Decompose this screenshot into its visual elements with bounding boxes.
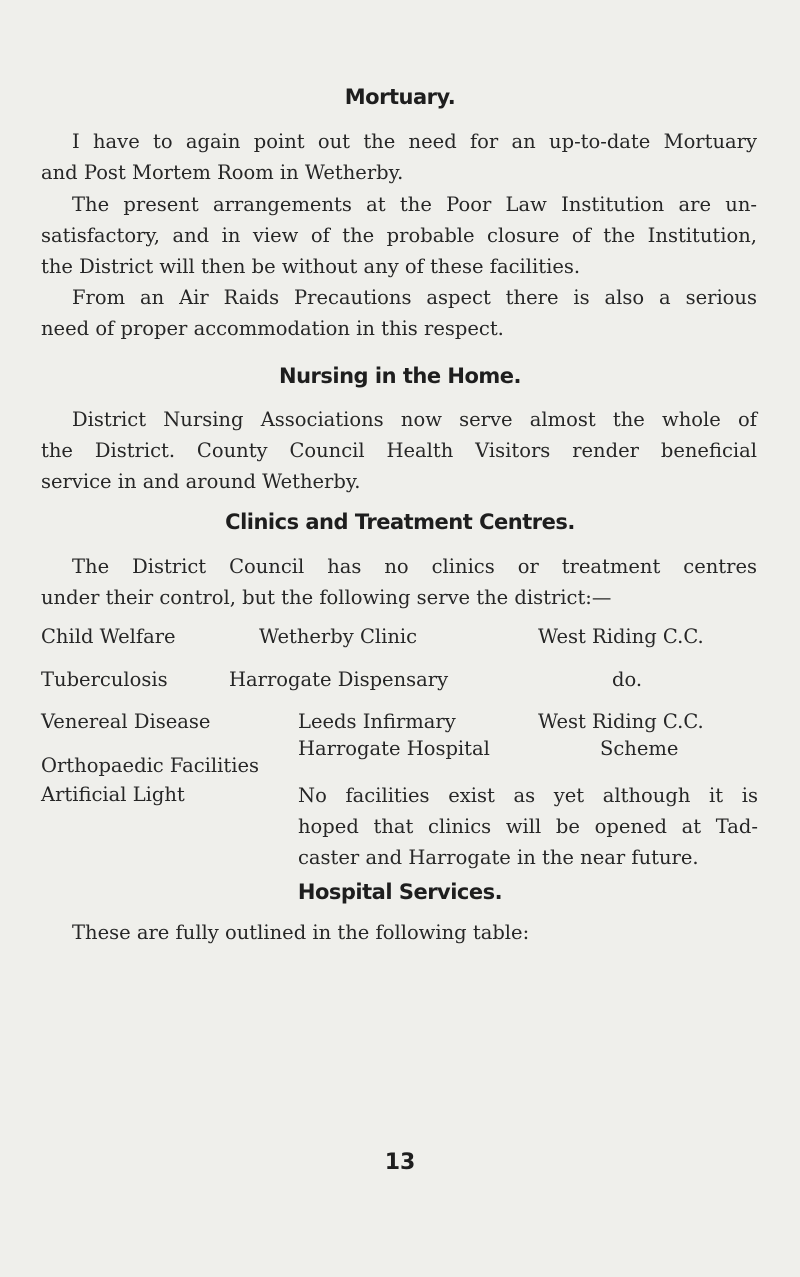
text-line: satisfactory, and in view of the probable closure of the Institution, — [41, 224, 757, 247]
mortuary-paragraph-1 — [41, 126, 757, 188]
text-line: and Post Mortem Room in Wetherby. — [41, 161, 404, 184]
service-cell: Orthopaedic Facilities — [41, 754, 260, 777]
text-line: the District will then be without any of these facilities. — [41, 255, 581, 278]
text-line: service in and around Wetherby. — [41, 470, 361, 493]
page-number: 13 — [384, 1150, 416, 1175]
nursing-heading: Nursing in the Home. — [279, 364, 521, 388]
text-line: The District Council has no clinics or treatment centres — [72, 555, 757, 578]
provider-cell: Wetherby Clinic — [259, 625, 418, 648]
text-line: need of proper accommodation in this respect. — [41, 317, 504, 340]
mortuary-heading: Mortuary. — [344, 85, 456, 109]
mortuary-paragraph-2 — [41, 189, 757, 282]
nursing-paragraph — [41, 404, 757, 497]
clinics-heading: Clinics and Treatment Centres. — [225, 510, 575, 534]
text-line: the District. County Council Health Visitors render beneficial — [41, 439, 757, 462]
service-cell: Tuberculosis — [41, 668, 168, 691]
text-line: caster and Harrogate in the near future. — [298, 846, 699, 869]
facilities-note — [298, 780, 758, 873]
text-line: From an Air Raids Precautions aspect there is also a serious — [72, 286, 757, 309]
authority-cell-line-2: Scheme — [600, 737, 679, 760]
provider-cell: Leeds Infirmary — [298, 710, 456, 733]
text-line: hoped that clinics will be opened at Tad- — [298, 815, 758, 838]
service-cell: Artificial Light — [41, 783, 185, 806]
authority-cell: West Riding C.C. — [538, 710, 704, 733]
provider-cell-line-2: Harrogate Hospital — [298, 737, 490, 760]
text-line: under their control, but the following serve the district:— — [41, 586, 612, 609]
text-line: District Nursing Associations now serve almost the whole of — [72, 408, 757, 431]
text-line: These are fully outlined in the following table: — [72, 921, 530, 944]
authority-cell: do. — [612, 668, 643, 691]
hospital-heading: Hospital Services. — [297, 880, 503, 904]
text-line: No facilities exist as yet although it is — [298, 784, 758, 807]
text-line: The present arrangements at the Poor Law Institution are un- — [72, 193, 757, 216]
service-cell: Child Welfare — [41, 625, 176, 648]
hospital-intro — [41, 917, 757, 948]
text-line: I have to again point out the need for an up-to-date Mortuary — [72, 130, 757, 153]
mortuary-paragraph-3 — [41, 282, 757, 344]
provider-cell: Harrogate Dispensary — [229, 668, 449, 691]
service-cell: Venereal Disease — [41, 710, 211, 733]
authority-cell: West Riding C.C. — [538, 625, 704, 648]
clinics-intro — [41, 551, 757, 613]
